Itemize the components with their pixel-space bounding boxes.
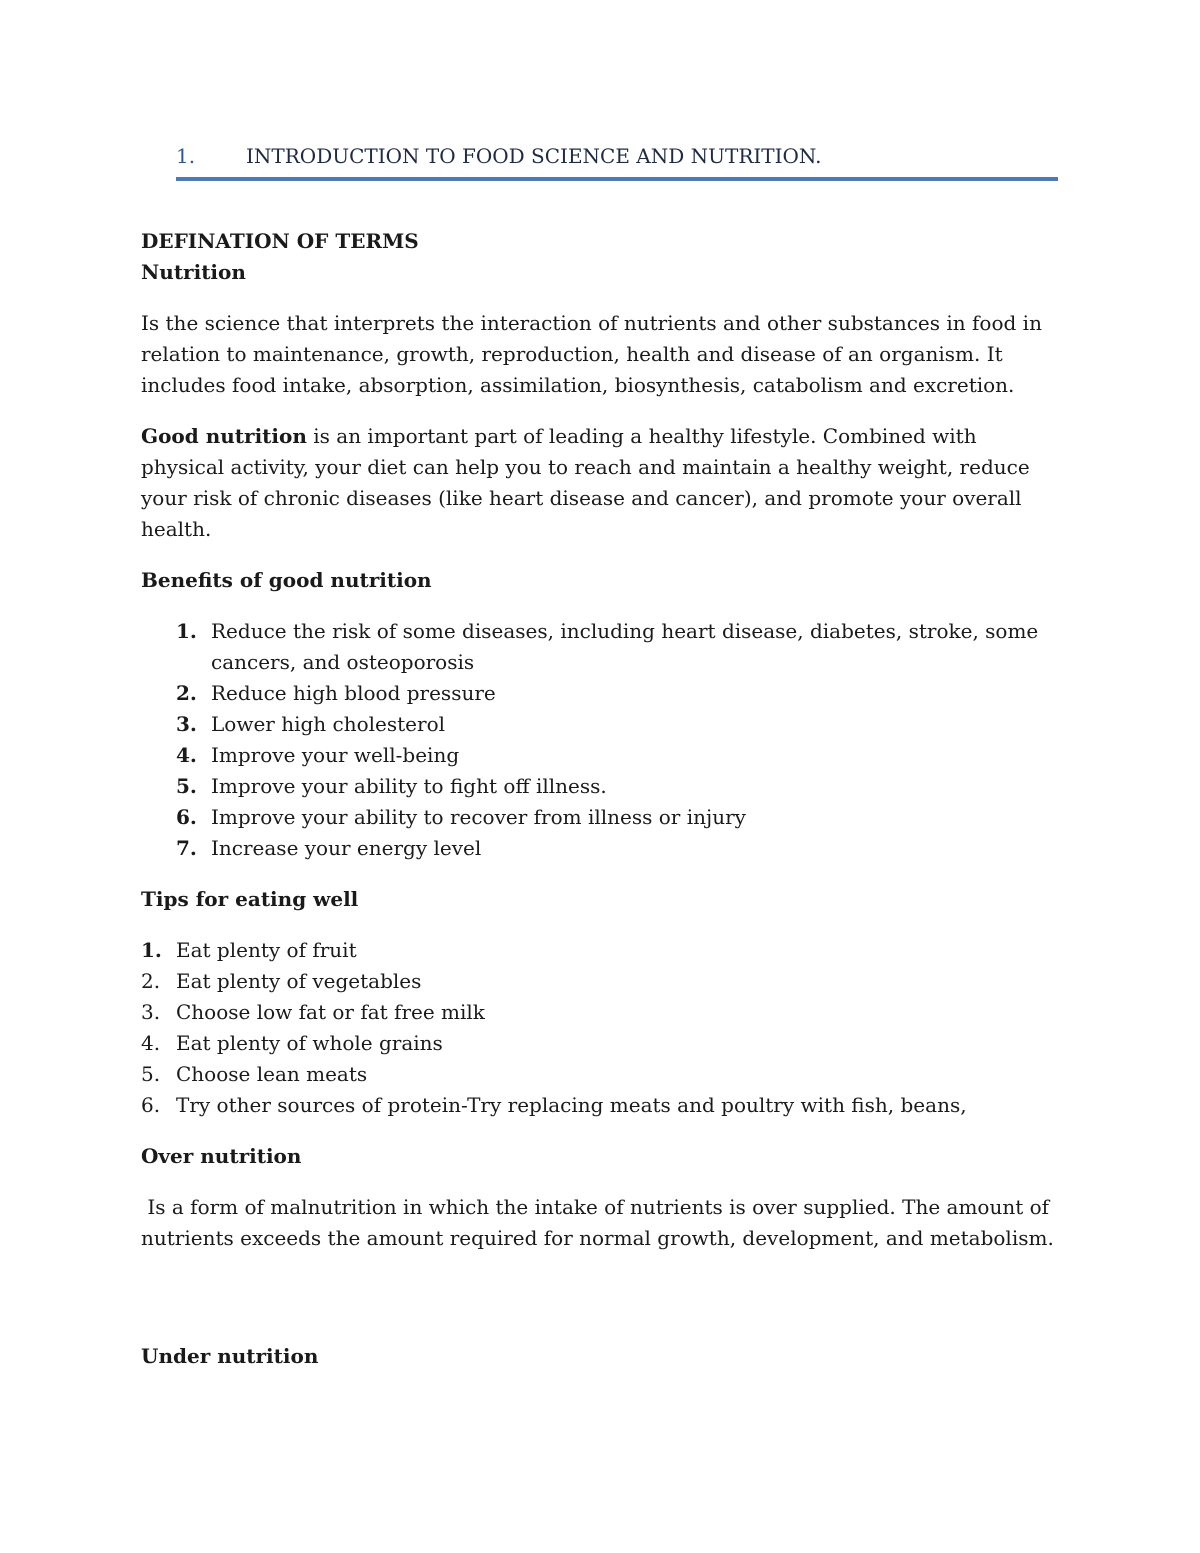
list-item: [141, 833, 1066, 864]
list-item-text: Improve your well-being: [211, 743, 460, 767]
good-nutrition-text: is an important part of leading a healthy lifestyle. Combined with physical activity, your diet can help you to reach and maintain a healthy weight, reduce your risk of chronic diseases (like heart disease and cancer), and promote your overall health.: [141, 424, 1030, 541]
list-marker: 5.: [141, 1062, 161, 1086]
benefits-title: Benefits of good nutrition: [141, 568, 432, 592]
list-item-text: Increase your energy level: [211, 836, 482, 860]
list-item: [141, 678, 1066, 709]
list-item-text: Improve your ability to fight off illness.: [211, 774, 607, 798]
list-marker: 6.: [176, 805, 197, 829]
list-marker: 1.: [141, 938, 162, 962]
list-item-text: Lower high cholesterol: [211, 712, 446, 736]
list-item-text: Try other sources of protein-Try replacing meats and poultry with fish, beans,: [176, 1093, 967, 1117]
list-item-text: Choose low fat or fat free milk: [176, 1000, 485, 1024]
list-marker: 4.: [176, 743, 197, 767]
chapter-heading: [176, 141, 1058, 181]
list-item-text: Improve your ability to recover from illness or injury: [211, 805, 746, 829]
list-marker: 1.: [176, 619, 197, 643]
list-item: [141, 935, 1066, 966]
list-item: [141, 1059, 1066, 1090]
tips-list: [141, 935, 1066, 1121]
list-item: [141, 1090, 1066, 1121]
list-item-text: Reduce high blood pressure: [211, 681, 496, 705]
list-marker: 7.: [176, 836, 197, 860]
list-marker: 4.: [141, 1031, 161, 1055]
definitions-heading: DEFINATION OF TERMS: [141, 229, 419, 253]
list-item: [141, 997, 1066, 1028]
over-nutrition-title: Over nutrition: [141, 1144, 302, 1168]
list-item-text: Choose lean meats: [176, 1062, 368, 1086]
chapter-number: 1.: [176, 144, 196, 168]
nutrition-title: Nutrition: [141, 260, 246, 284]
over-nutrition-paragraph: Is a form of malnutrition in which the intake of nutrients is over supplied. The amount of nutrients exceeds the amount required for normal growth, development, and metabolism.: [141, 1195, 1056, 1250]
document-body: [141, 226, 1066, 1254]
under-nutrition-title: Under nutrition: [141, 1344, 319, 1368]
tips-title: Tips for eating well: [141, 887, 359, 911]
list-marker: 3.: [176, 712, 197, 736]
list-item-text: Eat plenty of vegetables: [176, 969, 422, 993]
list-item-text: Eat plenty of fruit: [176, 938, 357, 962]
list-item-text: Eat plenty of whole grains: [176, 1031, 443, 1055]
list-item: [141, 802, 1066, 833]
list-item: [141, 740, 1066, 771]
list-item: [141, 709, 1066, 740]
list-marker: 2.: [176, 681, 197, 705]
list-item-text: Reduce the risk of some diseases, including heart disease, diabetes, stroke, some cancers, and osteoporosis: [211, 619, 1039, 674]
list-marker: 3.: [141, 1000, 161, 1024]
list-item: [141, 966, 1066, 997]
benefits-list: [141, 616, 1066, 864]
list-item: [141, 616, 1066, 678]
good-nutrition-term: Good nutrition: [141, 424, 307, 448]
list-marker: 5.: [176, 774, 197, 798]
list-marker: 6.: [141, 1093, 161, 1117]
good-nutrition-paragraph: [141, 421, 1066, 545]
list-marker: 2.: [141, 969, 161, 993]
list-item: [141, 771, 1066, 802]
nutrition-paragraph: Is the science that interprets the interaction of nutrients and other substances in food in relation to maintenance, growth, reproduction, health and disease of an organism. It includes food intake, absorption, assimilation, biosynthesis, catabolism and excretion.: [141, 311, 1042, 397]
list-item: [141, 1028, 1066, 1059]
chapter-title: INTRODUCTION TO FOOD SCIENCE AND NUTRITION.: [246, 144, 822, 168]
